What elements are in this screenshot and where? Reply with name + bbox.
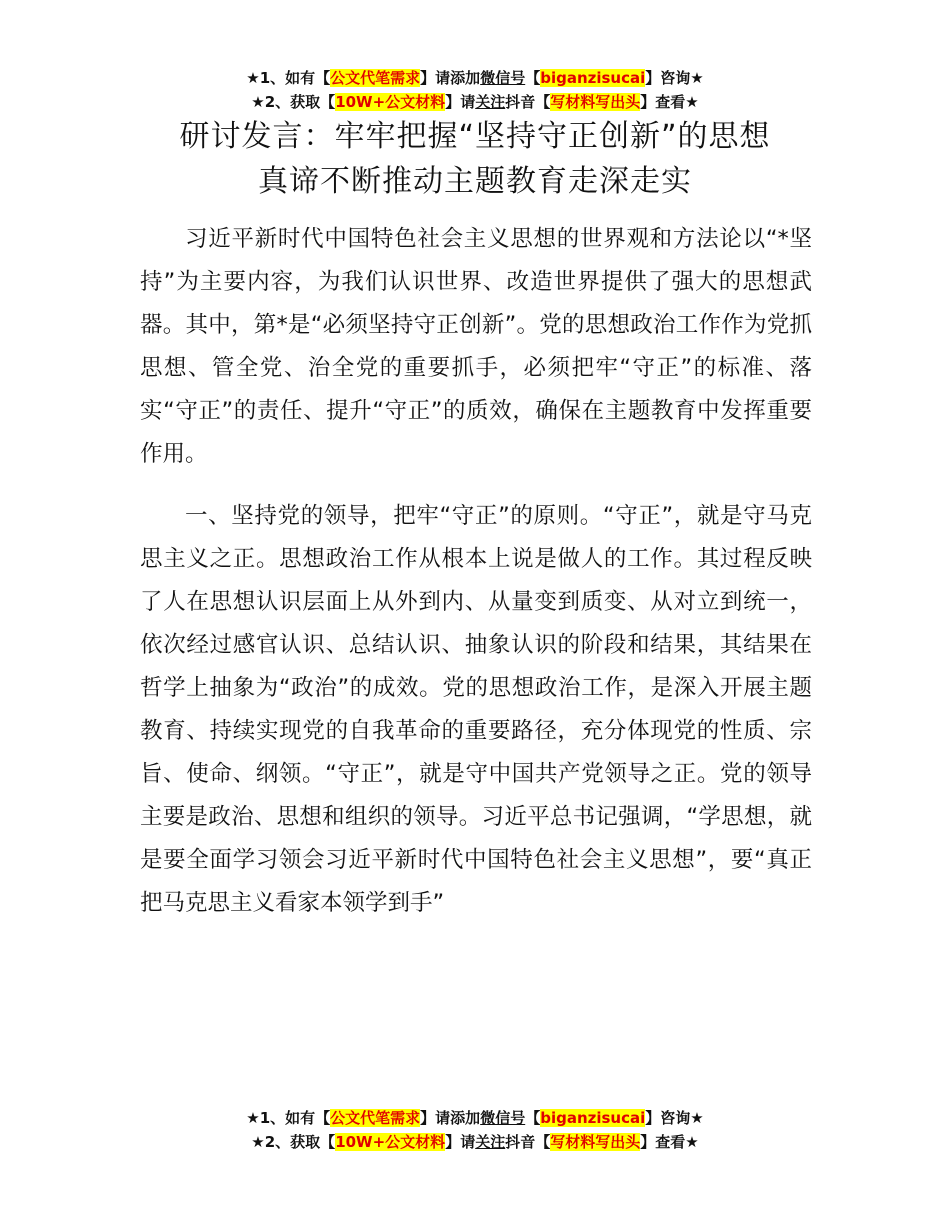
promo-text: 】查看★ bbox=[640, 1133, 699, 1151]
promo-text: 】请添加 bbox=[420, 1109, 481, 1127]
promo-text: 【 bbox=[525, 1109, 541, 1127]
title-line-2: 真谛不断推动主题教育走深走实 bbox=[258, 164, 692, 199]
promo-text: 】咨询★ bbox=[645, 69, 704, 87]
promo-line-1 bbox=[0, 1106, 950, 1130]
promo-text: 【 bbox=[525, 69, 541, 87]
highlight-materials: 10W+公文材料 bbox=[335, 93, 446, 111]
paragraph-intro: 习近平新时代中国特色社会主义思想的世界观和方法论以“*坚持”为主要内容，为我们认识世界、改造世界提供了强大的思想武器。其中，第*是“必须坚持守正创新”。党的思想政治工作作为党抓思想、管全党、治全党的重要抓手，必须把牢“守正”的标准、落实“守正”的责任、提升“守正”的质效，确保在主题教育中发挥重要作用。 bbox=[140, 226, 812, 467]
promo-text: 】请 bbox=[445, 1133, 476, 1151]
promo-banner-bottom bbox=[0, 1106, 950, 1154]
highlight-materials: 10W+公文材料 bbox=[335, 1133, 446, 1151]
promo-text: ★2、获取【 bbox=[251, 93, 336, 111]
highlight-douyin-account: 写材料写出头 bbox=[550, 1133, 641, 1151]
promo-text: 抖音【 bbox=[505, 93, 551, 111]
promo-line-2 bbox=[0, 90, 950, 114]
promo-text: ★2、获取【 bbox=[251, 1133, 336, 1151]
promo-text: 抖音【 bbox=[505, 1133, 551, 1151]
promo-underlined-text: 微信号 bbox=[480, 69, 526, 87]
promo-line-1 bbox=[0, 66, 950, 90]
promo-text: 】查看★ bbox=[640, 93, 699, 111]
highlight-wechat-id: biganzisucai bbox=[540, 1109, 646, 1127]
promo-banner-top bbox=[0, 66, 950, 114]
promo-text: ★1、如有【 bbox=[246, 1109, 331, 1127]
promo-text: 】请添加 bbox=[420, 69, 481, 87]
document-body bbox=[140, 218, 812, 944]
promo-underlined-text: 关注 bbox=[475, 1133, 506, 1151]
paragraph-section-1: 一、坚持党的领导，把牢“守正”的原则。“守正”，就是守马克思主义之正。思想政治工作从根本上说是做人的工作。其过程反映了人在思想认识层面上从外到内、从量变到质变、从对立到统一，依次经过感官认识、总结认识、抽象认识的阶段和结果，其结果在哲学上抽象为“政治”的成效。党的思想政治工作，是深入开展主题教育、持续实现党的自我革命的重要路径，充分体现党的性质、宗旨、使命、纲领。“守正”，就是守中国共产党领导之正。党的领导主要是政治、思想和组织的领导。习近平总书记强调，“学思想，就是要全面学习领会习近平新时代中国特色社会主义思想”，要“真正把马克思主义看家本领学到手” bbox=[140, 503, 812, 916]
highlight-wechat-id: biganzisucai bbox=[540, 69, 646, 87]
promo-text: 】请 bbox=[445, 93, 476, 111]
highlight-ghostwriting: 公文代笔需求 bbox=[330, 1109, 421, 1127]
promo-underlined-text: 关注 bbox=[475, 93, 506, 111]
highlight-douyin-account: 写材料写出头 bbox=[550, 93, 641, 111]
highlight-ghostwriting: 公文代笔需求 bbox=[330, 69, 421, 87]
promo-text: 】咨询★ bbox=[645, 1109, 704, 1127]
promo-line-2 bbox=[0, 1130, 950, 1154]
promo-text: ★1、如有【 bbox=[246, 69, 331, 87]
title-line-1: 研讨发言：牢牢把握“坚持守正创新”的思想 bbox=[179, 119, 771, 154]
promo-underlined-text: 微信号 bbox=[480, 1109, 526, 1127]
document-title bbox=[0, 114, 950, 204]
